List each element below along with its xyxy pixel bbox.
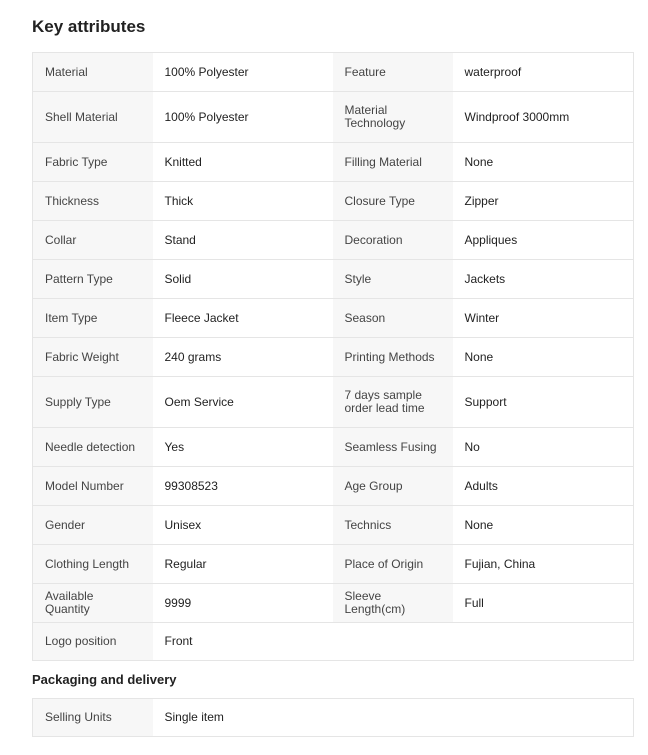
attribute-value: Appliques: [453, 221, 634, 260]
attribute-value: 99308523: [153, 467, 333, 506]
attribute-row: [33, 92, 634, 143]
attribute-label: Clothing Length: [33, 545, 153, 584]
attribute-row: [33, 545, 634, 584]
attribute-label: Season: [333, 299, 453, 338]
attribute-row: [33, 699, 634, 737]
attribute-value: None: [453, 143, 634, 182]
empty-cell: [333, 623, 453, 661]
empty-cell: [453, 699, 634, 737]
attribute-label: Material: [33, 53, 153, 92]
attribute-row: [33, 377, 634, 428]
attribute-label: Pattern Type: [33, 260, 153, 299]
attribute-value: None: [453, 506, 634, 545]
attribute-label: Fabric Type: [33, 143, 153, 182]
attribute-row: [33, 338, 634, 377]
attribute-row: [33, 143, 634, 182]
attribute-row: [33, 506, 634, 545]
attribute-label: Logo position: [33, 623, 153, 661]
attribute-row: [33, 260, 634, 299]
attribute-label: Thickness: [33, 182, 153, 221]
attribute-label: Needle detection: [33, 428, 153, 467]
attribute-value: Windproof 3000mm: [453, 92, 634, 143]
attribute-row: [33, 584, 634, 623]
packaging-delivery-table: [32, 698, 634, 737]
attribute-value: 240 grams: [153, 338, 333, 377]
attribute-value: Adults: [453, 467, 634, 506]
attribute-label: Shell Material: [33, 92, 153, 143]
attribute-label: Printing Methods: [333, 338, 453, 377]
attribute-value: Fleece Jacket: [153, 299, 333, 338]
attribute-value: None: [453, 338, 634, 377]
attribute-label: Age Group: [333, 467, 453, 506]
attribute-label: Collar: [33, 221, 153, 260]
attribute-label: Technics: [333, 506, 453, 545]
attribute-value: Solid: [153, 260, 333, 299]
attribute-row: [33, 299, 634, 338]
attribute-label: Fabric Weight: [33, 338, 153, 377]
attribute-value: Thick: [153, 182, 333, 221]
attribute-value: Yes: [153, 428, 333, 467]
attribute-label: Closure Type: [333, 182, 453, 221]
attribute-value: Full: [453, 584, 634, 623]
attribute-label: Available Quantity: [33, 584, 153, 623]
attribute-row: [33, 467, 634, 506]
attribute-value: Oem Service: [153, 377, 333, 428]
attribute-value: 100% Polyester: [153, 53, 333, 92]
attribute-value: Jackets: [453, 260, 634, 299]
attribute-value: Front: [153, 623, 333, 661]
empty-cell: [333, 699, 453, 737]
attribute-label: Material Technology: [333, 92, 453, 143]
attribute-value: Fujian, China: [453, 545, 634, 584]
attribute-label: Feature: [333, 53, 453, 92]
key-attributes-title: Key attributes: [32, 17, 146, 36]
attribute-row: [33, 53, 634, 92]
attribute-row: [33, 182, 634, 221]
attribute-label: 7 days sample order lead time: [333, 377, 453, 428]
key-attributes-table: [32, 52, 634, 661]
attribute-label: Model Number: [33, 467, 153, 506]
attribute-row: [33, 623, 634, 661]
attribute-label: Filling Material: [333, 143, 453, 182]
empty-cell: [453, 623, 634, 661]
attribute-label: Seamless Fusing: [333, 428, 453, 467]
attribute-label: Selling Units: [33, 699, 153, 737]
attribute-value: No: [453, 428, 634, 467]
attribute-value: Zipper: [453, 182, 634, 221]
attribute-value: Unisex: [153, 506, 333, 545]
attribute-value: 100% Polyester: [153, 92, 333, 143]
attribute-value: 9999: [153, 584, 333, 623]
attribute-label: Supply Type: [33, 377, 153, 428]
attribute-row: [33, 428, 634, 467]
attribute-row: [33, 221, 634, 260]
attribute-label: Sleeve Length(cm): [333, 584, 453, 623]
attribute-value: Winter: [453, 299, 634, 338]
attribute-label: Style: [333, 260, 453, 299]
attribute-value: Regular: [153, 545, 333, 584]
attribute-label: Item Type: [33, 299, 153, 338]
packaging-delivery-title: Packaging and delivery: [32, 672, 177, 687]
attribute-value: Single item: [153, 699, 333, 737]
attribute-value: waterproof: [453, 53, 634, 92]
attribute-value: Knitted: [153, 143, 333, 182]
attribute-value: Support: [453, 377, 634, 428]
attribute-label: Gender: [33, 506, 153, 545]
attribute-label: Place of Origin: [333, 545, 453, 584]
attribute-value: Stand: [153, 221, 333, 260]
attribute-label: Decoration: [333, 221, 453, 260]
